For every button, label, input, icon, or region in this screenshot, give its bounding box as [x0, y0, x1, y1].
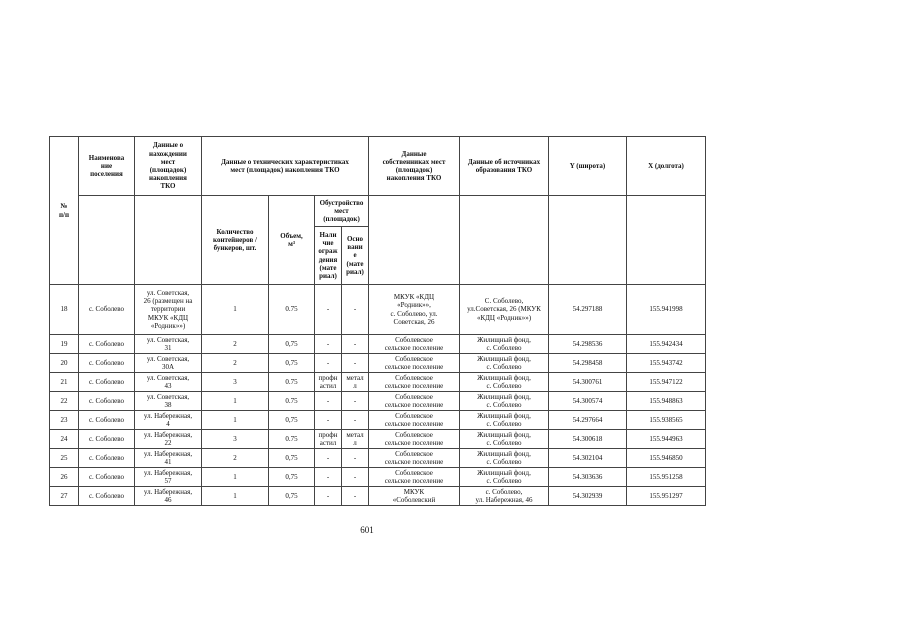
table-row [50, 373, 706, 392]
cell-base: метал л [342, 430, 369, 449]
cell-n: 23 [50, 411, 79, 430]
table-row [50, 468, 706, 487]
table-row [50, 411, 706, 430]
cell-address: ул. Набережная, 41 [135, 449, 202, 468]
cell-address: ул. Советская, 26 (размещен на территории МКУК «КДЦ «Родник»») [135, 285, 202, 335]
empty-cell [79, 196, 135, 285]
cell-fence: профн астил [315, 373, 342, 392]
col-sources-header: Данные об источниках образования ТКО [460, 137, 549, 196]
cell-base: - [342, 392, 369, 411]
col-num-header: № п/п [50, 137, 79, 285]
cell-source: Жилищный фонд, с. Соболево [460, 430, 549, 449]
cell-settlement: с. Соболево [79, 392, 135, 411]
cell-owner: МКУК «КДЦ «Родник»», с. Соболево, ул. Советская, 26 [369, 285, 460, 335]
col-owners-header: Данные собственниках мест (площадок) накопления ТКО [369, 137, 460, 196]
cell-source: Жилищный фонд, с. Соболево [460, 392, 549, 411]
col-tech-header: Данные о технических характеристиках мест (площадок) накопления ТКО [202, 137, 369, 196]
cell-volume: 0,75 [269, 354, 315, 373]
cell-lat: 54.302939 [549, 487, 627, 506]
cell-lat: 54.302104 [549, 449, 627, 468]
cell-settlement: с. Соболево [79, 285, 135, 335]
cell-lat: 54.300761 [549, 373, 627, 392]
cell-count: 1 [202, 468, 269, 487]
table-row [50, 487, 706, 506]
cell-n: 20 [50, 354, 79, 373]
col-equip-header: Обустройство мест (площадок) [315, 196, 369, 227]
table-row [50, 449, 706, 468]
cell-lat: 54.297188 [549, 285, 627, 335]
cell-lon: 155.941998 [627, 285, 706, 335]
cell-settlement: с. Соболево [79, 354, 135, 373]
cell-owner: Соболевское сельское поселение [369, 335, 460, 354]
cell-address: ул. Советская, 43 [135, 373, 202, 392]
cell-volume: 0,75 [269, 487, 315, 506]
cell-base: - [342, 468, 369, 487]
cell-owner: Соболевское сельское поселение [369, 468, 460, 487]
registry-table [49, 136, 706, 506]
cell-source: Жилищный фонд, с. Соболево [460, 373, 549, 392]
cell-settlement: с. Соболево [79, 468, 135, 487]
cell-volume: 0.75 [269, 430, 315, 449]
cell-lat: 54.300574 [549, 392, 627, 411]
cell-lon: 155.946850 [627, 449, 706, 468]
cell-fence: - [315, 449, 342, 468]
col-lat-header: Y (широта) [549, 137, 627, 196]
cell-n: 22 [50, 392, 79, 411]
header-row-2 [50, 196, 706, 227]
cell-count: 1 [202, 487, 269, 506]
cell-lon: 155.938565 [627, 411, 706, 430]
cell-owner: Соболевское сельское поселение [369, 392, 460, 411]
col-settlement-header: Наименова ние поселения [79, 137, 135, 196]
cell-address: ул. Советская, 30А [135, 354, 202, 373]
cell-address: ул. Набережная, 57 [135, 468, 202, 487]
cell-count: 1 [202, 411, 269, 430]
cell-n: 25 [50, 449, 79, 468]
cell-count: 2 [202, 449, 269, 468]
cell-lon: 155.944963 [627, 430, 706, 449]
cell-source: с. Соболево, ул. Набережная, 46 [460, 487, 549, 506]
empty-cell [460, 196, 549, 285]
table-row [50, 354, 706, 373]
cell-base: метал л [342, 373, 369, 392]
cell-volume: 0.75 [269, 392, 315, 411]
cell-lon: 155.951297 [627, 487, 706, 506]
cell-fence: - [315, 468, 342, 487]
cell-base: - [342, 335, 369, 354]
col-volume-header: Объем, м³ [269, 196, 315, 285]
cell-settlement: с. Соболево [79, 449, 135, 468]
cell-base: - [342, 487, 369, 506]
cell-volume: 0,75 [269, 449, 315, 468]
cell-lon: 155.951258 [627, 468, 706, 487]
cell-n: 27 [50, 487, 79, 506]
cell-lon: 155.943742 [627, 354, 706, 373]
cell-volume: 0,75 [269, 411, 315, 430]
cell-settlement: с. Соболево [79, 411, 135, 430]
cell-volume: 0.75 [269, 285, 315, 335]
cell-count: 2 [202, 354, 269, 373]
cell-lon: 155.942434 [627, 335, 706, 354]
cell-source: Жилищный фонд, с. Соболево [460, 354, 549, 373]
cell-fence: - [315, 354, 342, 373]
empty-cell [627, 196, 706, 285]
cell-address: ул. Набережная, 22 [135, 430, 202, 449]
col-lon-header: X (долгота) [627, 137, 706, 196]
cell-lat: 54.298536 [549, 335, 627, 354]
cell-fence: - [315, 411, 342, 430]
cell-settlement: с. Соболево [79, 373, 135, 392]
cell-volume: 0.75 [269, 373, 315, 392]
cell-owner: Соболевское сельское поселение [369, 430, 460, 449]
col-base-header: Осно вани е (мате риал) [342, 227, 369, 285]
cell-fence: - [315, 392, 342, 411]
cell-n: 24 [50, 430, 79, 449]
cell-lat: 54.300618 [549, 430, 627, 449]
cell-fence: - [315, 285, 342, 335]
col-location-header: Данные о нахождении мест (площадок) накопления ТКО [135, 137, 202, 196]
cell-owner: Соболевское сельское поселение [369, 354, 460, 373]
cell-address: ул. Набережная, 4 [135, 411, 202, 430]
cell-lat: 54.297664 [549, 411, 627, 430]
cell-owner: Соболевское сельское поселение [369, 411, 460, 430]
cell-fence: - [315, 487, 342, 506]
cell-base: - [342, 449, 369, 468]
table-row [50, 335, 706, 354]
cell-address: ул. Советская, 31 [135, 335, 202, 354]
empty-cell [369, 196, 460, 285]
cell-source: Жилищный фонд, с. Соболево [460, 449, 549, 468]
cell-owner: Соболевское сельское поселение [369, 373, 460, 392]
cell-base: - [342, 285, 369, 335]
cell-settlement: с. Соболево [79, 335, 135, 354]
cell-count: 3 [202, 430, 269, 449]
empty-cell [135, 196, 202, 285]
cell-volume: 0,75 [269, 468, 315, 487]
page-number: 601 [360, 525, 374, 535]
table-row [50, 285, 706, 335]
header-row-1 [50, 137, 706, 196]
cell-lat: 54.298458 [549, 354, 627, 373]
cell-count: 1 [202, 285, 269, 335]
cell-volume: 0,75 [269, 335, 315, 354]
cell-base: - [342, 354, 369, 373]
cell-lon: 155.948863 [627, 392, 706, 411]
cell-fence: - [315, 335, 342, 354]
cell-settlement: с. Соболево [79, 487, 135, 506]
col-fence-header: Нали чие ограж дения (мате риал) [315, 227, 342, 285]
cell-source: Жилищный фонд, с. Соболево [460, 468, 549, 487]
empty-cell [549, 196, 627, 285]
cell-base: - [342, 411, 369, 430]
table-row [50, 430, 706, 449]
cell-lat: 54.303636 [549, 468, 627, 487]
cell-n: 21 [50, 373, 79, 392]
cell-count: 1 [202, 392, 269, 411]
cell-n: 18 [50, 285, 79, 335]
cell-settlement: с. Соболево [79, 430, 135, 449]
cell-address: ул. Советская, 38 [135, 392, 202, 411]
col-count-header: Количество контейнеров / бункеров, шт. [202, 196, 269, 285]
cell-owner: МКУК «Соболевский [369, 487, 460, 506]
cell-lon: 155.947122 [627, 373, 706, 392]
cell-owner: Соболевское сельское поселение [369, 449, 460, 468]
table-row [50, 392, 706, 411]
cell-n: 19 [50, 335, 79, 354]
cell-source: Жилищный фонд, с. Соболево [460, 335, 549, 354]
cell-n: 26 [50, 468, 79, 487]
cell-count: 2 [202, 335, 269, 354]
cell-fence: профн астил [315, 430, 342, 449]
cell-source: Жилищный фонд, с. Соболево [460, 411, 549, 430]
cell-source: С. Соболево, ул.Советская, 26 (МКУК «КДЦ «Родник»») [460, 285, 549, 335]
cell-address: ул. Набережная, 46 [135, 487, 202, 506]
cell-count: 3 [202, 373, 269, 392]
